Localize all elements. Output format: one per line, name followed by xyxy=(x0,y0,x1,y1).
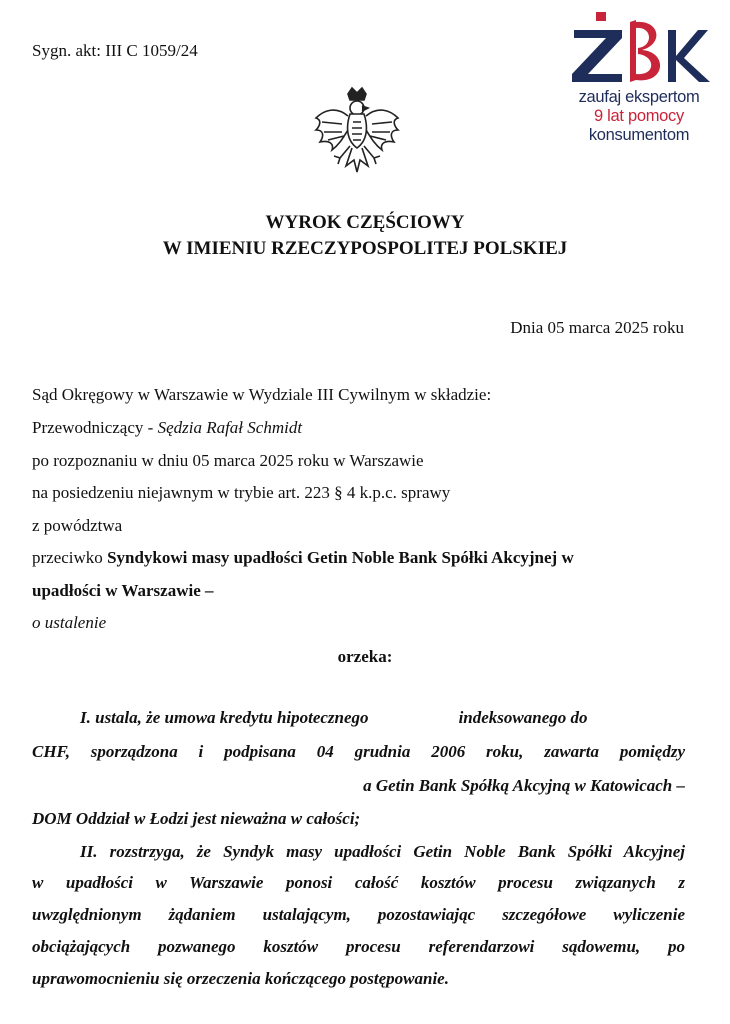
ruling-p1-line4: DOM Oddział w Łodzi jest nieważna w całości; xyxy=(32,809,361,828)
ruling-p2-line4: obciążających pozwanego kosztów procesu referendarzowi sądowemu, po xyxy=(32,937,685,956)
logo-tagline-2: 9 lat pomocy xyxy=(594,107,684,125)
defendant-line xyxy=(32,581,214,601)
document-title: WYROK CZĘŚCIOWY xyxy=(265,212,465,233)
defendant-part1: Syndykowi masy upadłości Getin Noble Bank Spółki Akcyjnej w xyxy=(107,548,574,567)
case-subject: o ustalenie xyxy=(32,613,107,632)
ruling-p2-line5: uprawomocnieniu się orzeczenia kończącego postępowanie. xyxy=(32,969,449,988)
zbk-logo xyxy=(560,8,718,145)
zbk-logo-mark xyxy=(564,8,714,88)
document-date: Dnia 05 marca 2025 roku xyxy=(510,318,684,337)
judge-name: Sędzia Rafał Schmidt xyxy=(157,418,303,437)
logo-tagline-1: zaufaj ekspertom xyxy=(578,88,700,106)
logo-tagline-3: konsumentom xyxy=(588,126,690,144)
ruling-p1-line1-a: I. ustala, że umowa kredytu hipotecznego xyxy=(80,708,369,727)
presiding-judge xyxy=(32,418,302,438)
document-subtitle: W IMIENIU RZECZYPOSPOLITEJ POLSKIEJ xyxy=(162,238,568,259)
ruling-p1-line1 xyxy=(32,708,685,728)
chair-label: Przewodniczący - xyxy=(32,418,158,437)
session-line: na posiedzeniu niejawnym w trybie art. 223 § 4 k.p.c. sprawy xyxy=(32,483,451,502)
against-line xyxy=(32,548,574,568)
hearing-line: po rozpoznaniu w dniu 05 marca 2025 roku w Warszawie xyxy=(32,451,424,470)
ruling-label: orzeka: xyxy=(337,647,393,666)
ruling-p2-line2: w upadłości w Warszawie ponosi całość kosztów procesu związanych z xyxy=(32,873,685,892)
claim-line: z powództwa xyxy=(32,516,123,535)
ruling-p1-line1-b: indeksowanego do xyxy=(458,708,588,727)
ruling-p2-line3: uwzględnionym żądaniem ustalającym, pozostawiając szczegółowe wyliczenie xyxy=(32,905,685,924)
defendant-dash: – xyxy=(200,581,214,600)
against-label: przeciwko xyxy=(32,548,108,567)
case-number: Sygn. akt: III C 1059/24 xyxy=(32,41,198,60)
ruling-p2-line1: II. rozstrzyga, że Syndyk masy upadłości Getin Noble Bank Spółki Akcyjnej xyxy=(80,842,685,861)
court-composition: Sąd Okręgowy w Warszawie w Wydziale III Cywilnym w składzie: xyxy=(32,385,492,404)
defendant-part2: upadłości w Warszawie xyxy=(32,581,201,600)
ruling-p1-line3: a Getin Bank Spółką Akcyjną w Katowicach – xyxy=(363,776,685,795)
ruling-p1-line2: CHF, sporządzona i podpisana 04 grudnia 2006 roku, zawarta pomiędzy xyxy=(32,742,685,761)
polish-eagle-emblem-icon xyxy=(312,86,402,183)
